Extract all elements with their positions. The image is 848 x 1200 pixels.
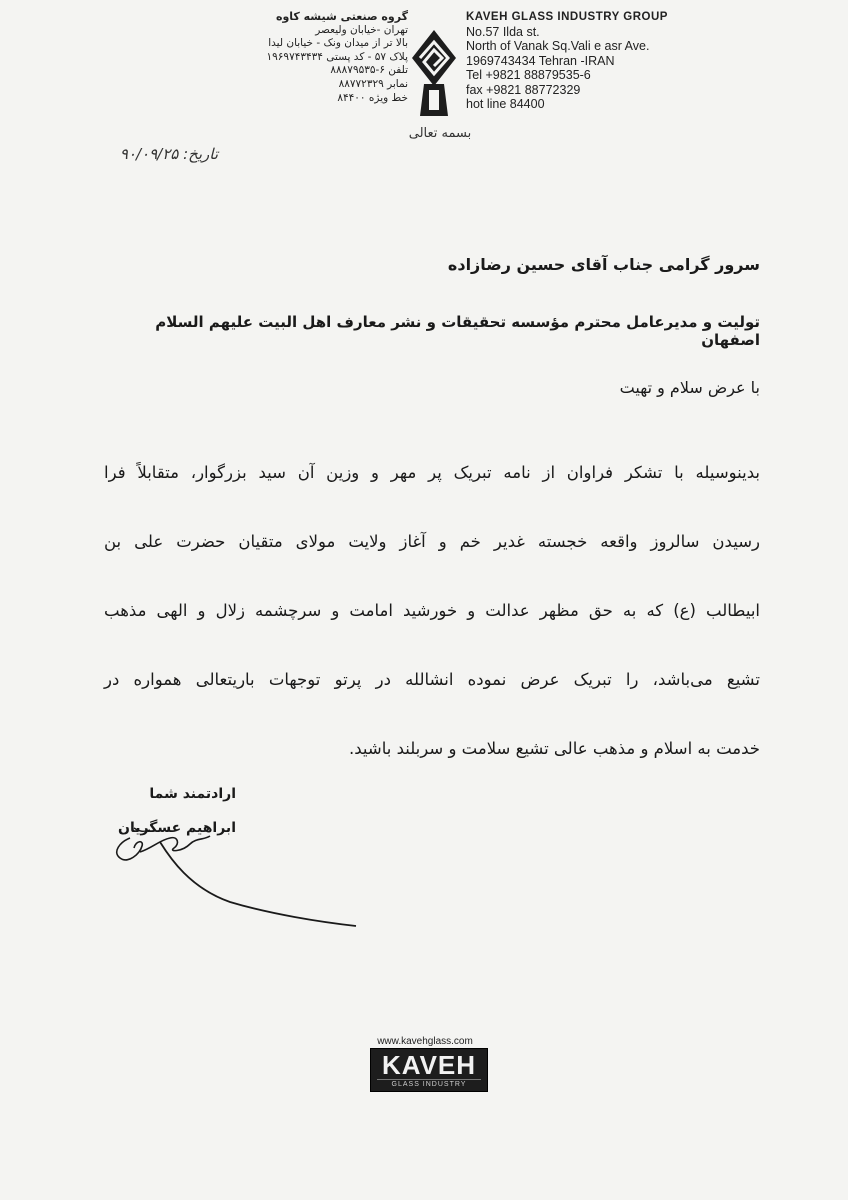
letterhead-english (466, 10, 706, 112)
letterhead-en-line: Tel +9821 88879535-6 (466, 68, 591, 82)
letter-body (104, 438, 760, 783)
letter-date: تاریخ: ۹۰/۰۹/۲۵ (119, 145, 218, 163)
letterhead-fa-line: بالا تر از میدان ونک - خیابان لیدا (268, 37, 408, 50)
letterhead-fa-line: تهران -خیابان ولیعصر (315, 23, 408, 36)
letterhead-fa-line: پلاک ۵۷ - کد پستی ۱۹۶۹۷۴۳۴۳۴ (266, 50, 408, 63)
letterhead-en-line: hot line 84400 (466, 97, 545, 111)
letterhead-fa-line: نمابر ۸۸۷۷۲۳۲۹ (338, 77, 408, 90)
recipient-title: تولیت و مدیرعامل محترم مؤسسه تحقیقات و نشر معارف اهل البیت علیهم السلام اصفهان (155, 313, 760, 349)
body-line: بدینوسیله با تشکر فراوان از نامه تبریک پر مهر و وزین آن سید بزرگوار، متقابلاً فرا (104, 463, 760, 482)
letterhead-brand: KAVEH GLASS INDUSTRY GROUP (466, 11, 668, 23)
footer-logo-sub: GLASS INDUSTRY (377, 1079, 481, 1088)
footer-logo (370, 1048, 488, 1092)
letterhead-fa-line: خط ویژه ۸۴۴۰۰ (337, 91, 408, 104)
body-line: ابیطالب (ع) که به حق مظهر عدالت و خورشید امامت و سرچشمه زلال و الهی مذهب (104, 601, 760, 620)
body-line: رسیدن سالروز واقعه خجسته غدیر خم و آغاز ولایت مولای متقیان حضرت علی بن (104, 532, 760, 551)
letterhead-fa-line: تلفن ۶-۸۸۸۷۹۵۳۵ (330, 64, 408, 77)
signer-name: ابراهیم عسگریان (118, 820, 236, 836)
letterhead-fa-line: گروه صنعتی شیشه کاوه (275, 10, 408, 23)
letterhead-en-line: 1969743434 Tehran -IRAN (466, 53, 615, 68)
letterhead-en-line: North of Vanak Sq.Vali e asr Ave. (466, 39, 650, 53)
kaveh-logo-icon (410, 28, 458, 118)
footer-logo-word: KAVEH (381, 1050, 477, 1080)
body-line: تشیع می‌باشد، را تبریک عرض نموده انشالله در پرتو توجهات باریتعالی همواره در (104, 670, 760, 689)
basmala: بسمه تعالی (408, 126, 472, 141)
letterhead-en-line: No.57 Ilda st. (466, 24, 540, 39)
body-line: خدمت به اسلام و مذهب عالی تشیع سلامت و سربلند باشید. (349, 739, 760, 758)
handwritten-signature (100, 818, 360, 928)
greeting: با عرض سلام و تهیت (619, 378, 760, 397)
letterhead-en-line: fax +9821 88772329 (466, 82, 581, 97)
salutation: سرور گرامی جناب آقای حسین رضازاده (447, 255, 760, 274)
letterhead-persian (168, 10, 408, 105)
closing: ارادتمند شما (149, 786, 236, 802)
footer-website: www.kavehglass.com (377, 1036, 473, 1047)
